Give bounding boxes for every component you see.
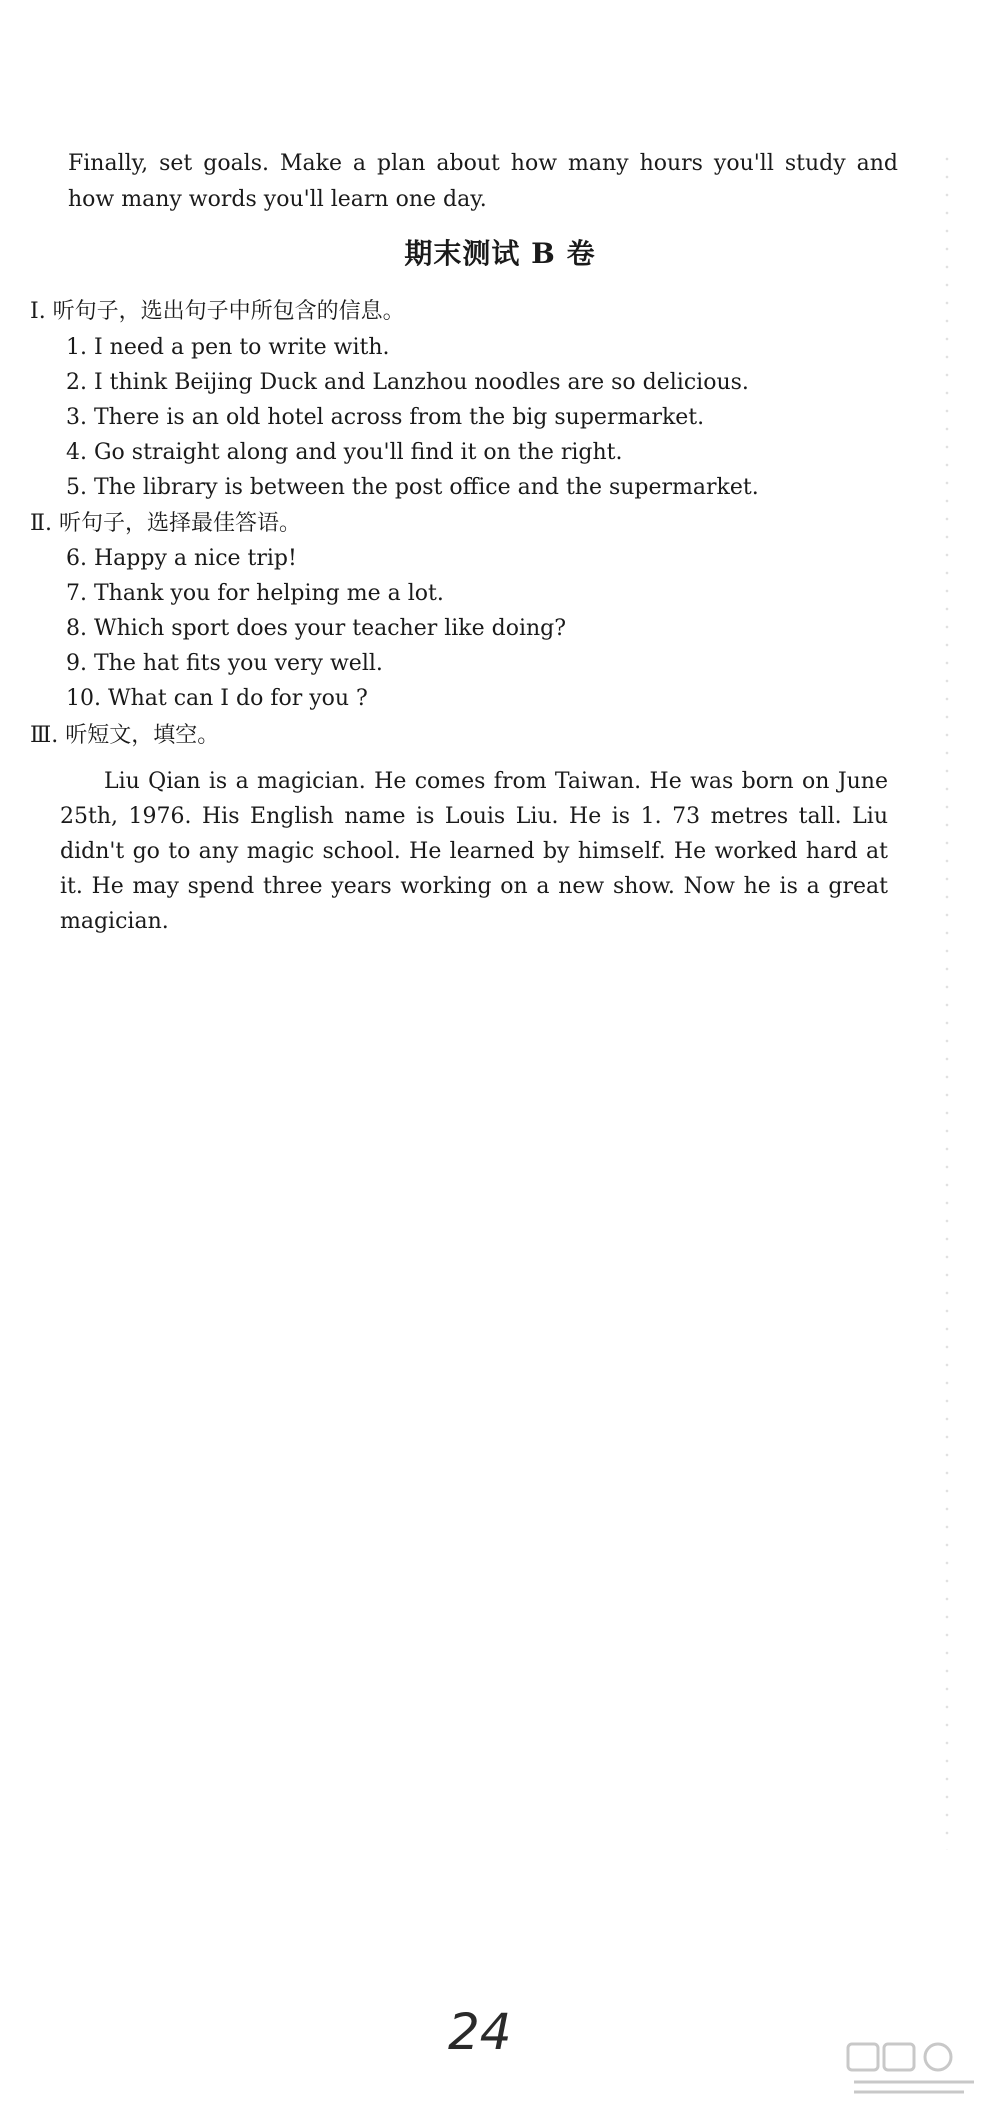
list-item: 9. The hat fits you very well. [66, 651, 383, 676]
list-item: 1. I need a pen to write with. [66, 335, 390, 360]
section-2-heading: Ⅱ. 听句子，选择最佳答语。 [30, 511, 301, 536]
section-1-heading: Ⅰ. 听句子，选出句子中所包含的信息。 [30, 299, 405, 324]
section-1-list [66, 330, 926, 505]
section-3-passage: Liu Qian is a magician. He comes from Taiwan. He was born on June 25th, 1976. His English name is Louis Liu. He is 1. 73 metres tall. Liu didn't go to any magic school. He learned by himself. He worked hard at it. He may spend three years working on a new show. Now he is a great magician. [60, 769, 888, 934]
page-title: 期末测试 B 卷 [404, 237, 596, 270]
binding-dots [940, 150, 954, 1850]
list-item: 7. Thank you for helping me a lot. [66, 581, 444, 606]
list-item: 5. The library is between the post office and the supermarket. [66, 475, 759, 500]
page-number: 24 [448, 2003, 512, 2061]
intro-paragraph: Finally, set goals. Make a plan about how many hours you'll study and how many words you'll learn one day. [68, 151, 898, 212]
list-item: 6. Happy a nice trip! [66, 546, 297, 571]
list-item: 2. I think Beijing Duck and Lanzhou noodles are so delicious. [66, 370, 749, 395]
list-item: 8. Which sport does your teacher like doing? [66, 616, 567, 641]
list-item: 4. Go straight along and you'll find it on the right. [66, 440, 623, 465]
watermark-logo [842, 2038, 992, 2102]
list-item: 10. What can I do for you ? [66, 686, 368, 711]
section-2-list [66, 541, 926, 716]
section-3-heading: Ⅲ. 听短文，填空。 [30, 723, 220, 748]
list-item: 3. There is an old hotel across from the big supermarket. [66, 405, 705, 430]
